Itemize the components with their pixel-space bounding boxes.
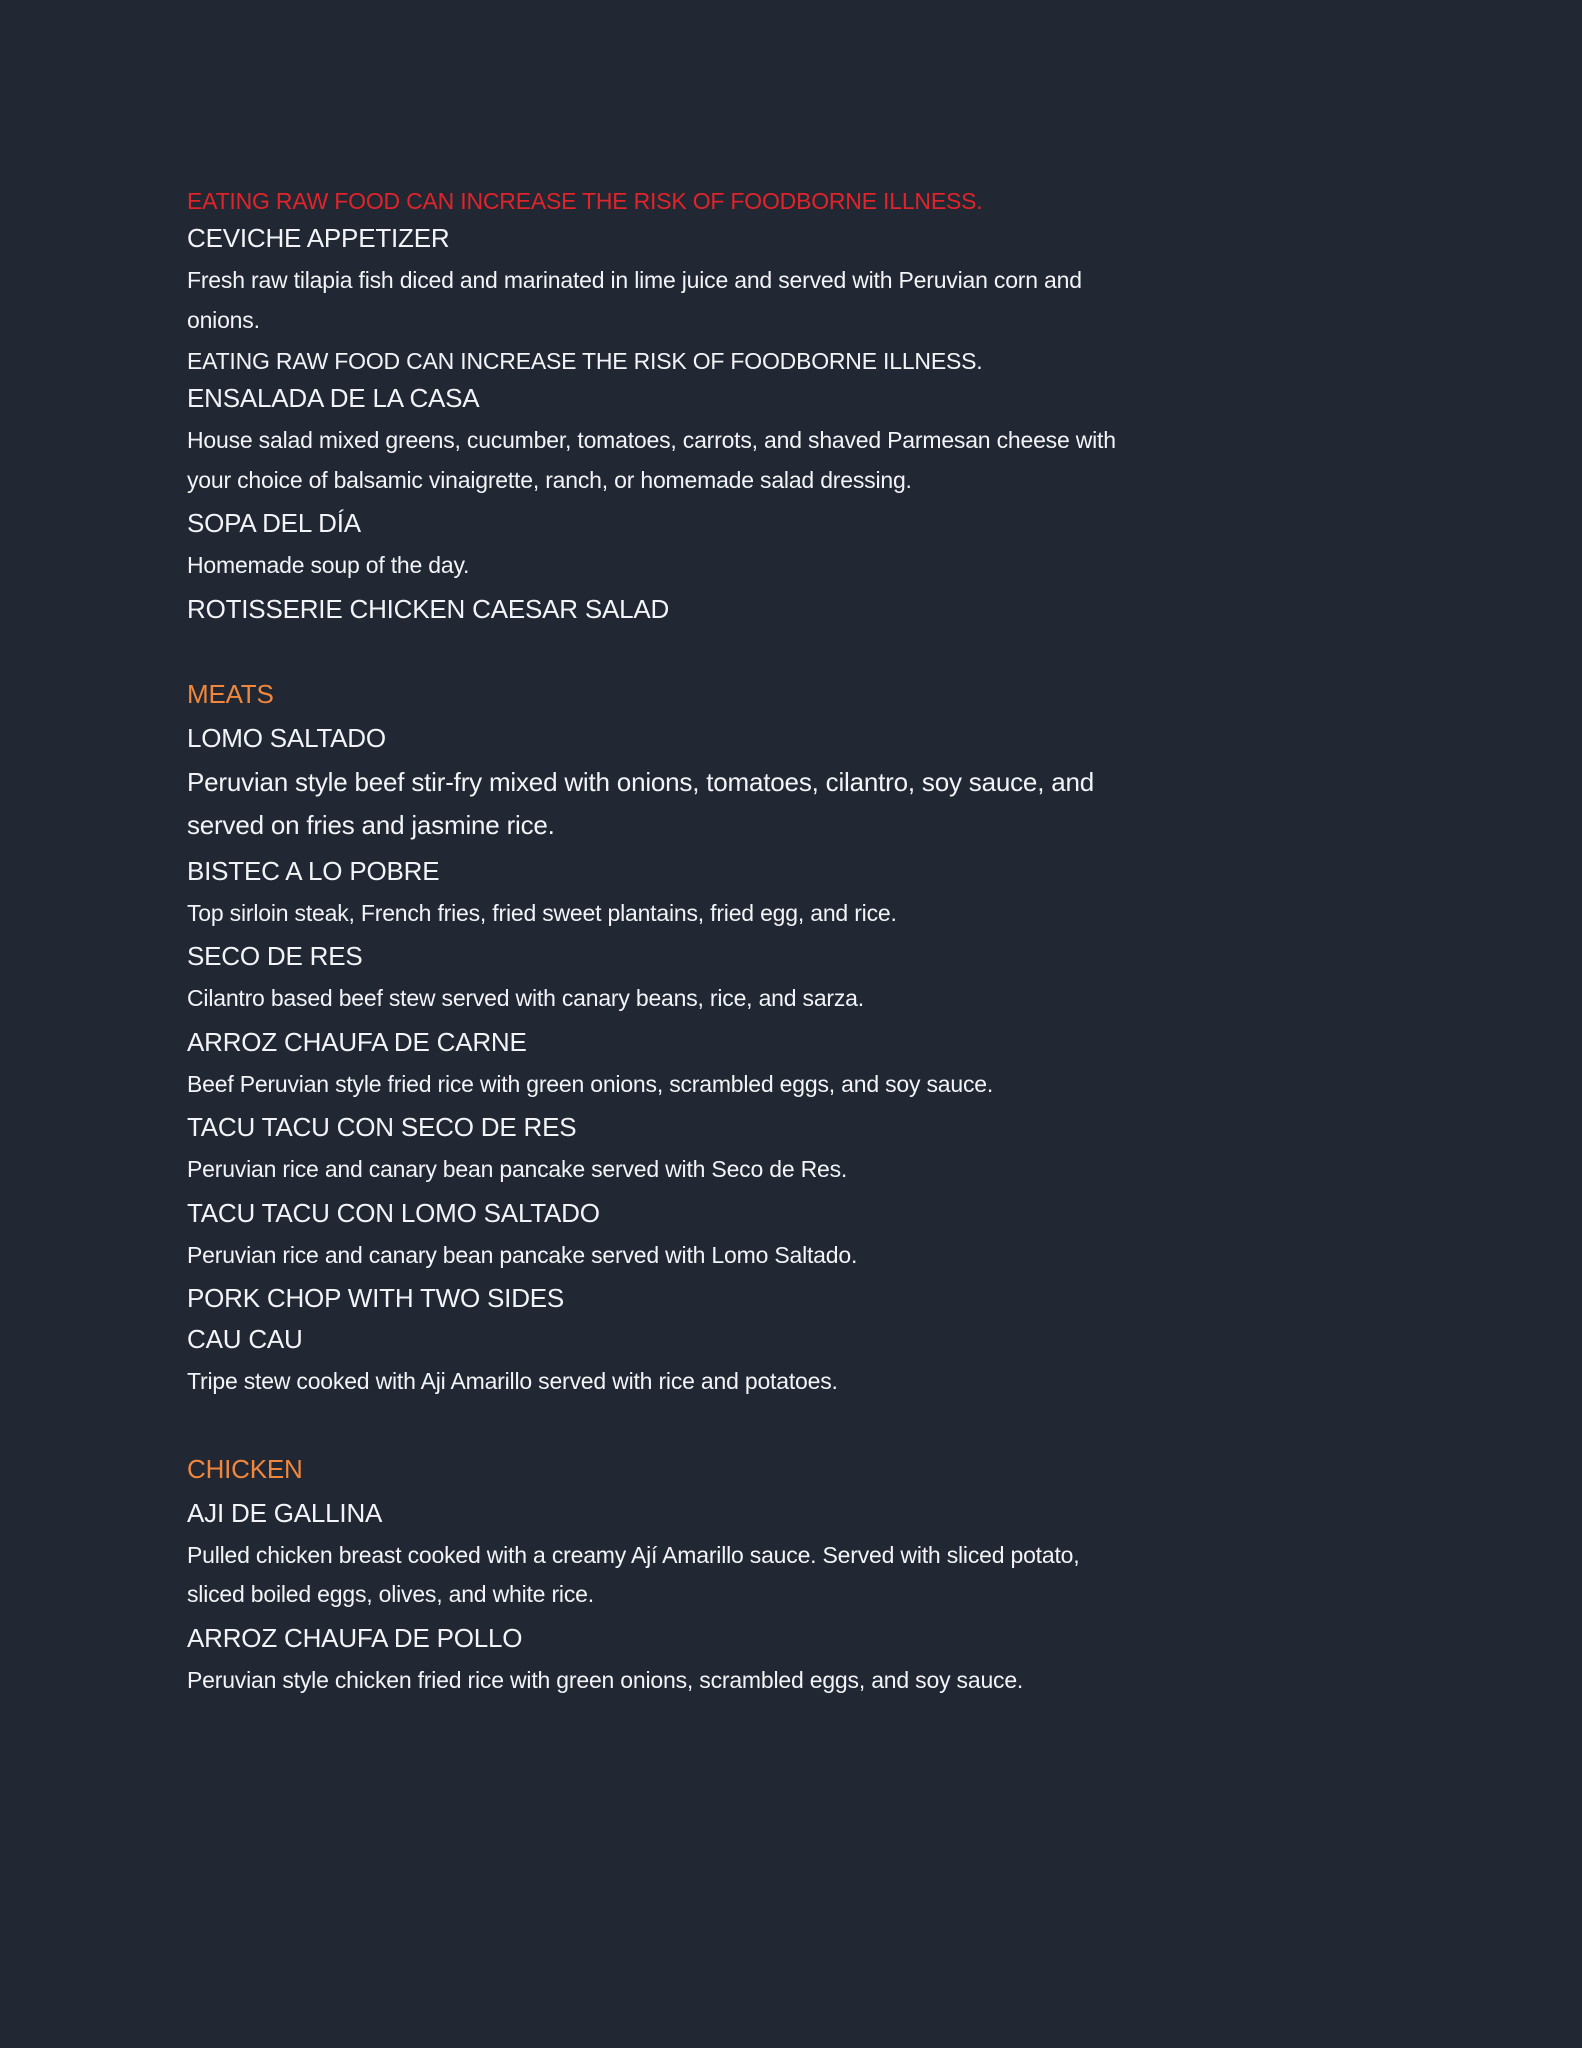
tacu-tacu-con-lomo-saltado-description: Peruvian rice and canary bean pancake served with Lomo Saltado.: [187, 1241, 858, 1268]
arroz-chaufa-de-pollo-name: ARROZ CHAUFA DE POLLO: [187, 1622, 523, 1653]
lomo-saltado-name: LOMO SALTADO: [187, 722, 386, 753]
tacu-tacu-con-seco-de-res-name: TACU TACU CON SECO DE RES: [187, 1112, 577, 1142]
cau-cau-name: CAU CAU: [187, 1324, 303, 1354]
seco-de-res-description: Cilantro based beef stew served with canary beans, rice, and sarza.: [187, 985, 864, 1011]
arroz-chaufa-de-carne-description: Beef Peruvian style fried rice with green onions, scrambled eggs, and soy sauce.: [187, 1070, 994, 1097]
aji-de-gallina-description: Pulled chicken breast cooked with a creamy Ají Amarillo sauce. Served with sliced potato, sliced boiled eggs, olives, and white rice.: [187, 1541, 1080, 1607]
raw-food-warning-ceviche: EATING RAW FOOD CAN INCREASE THE RISK OF FOODBORNE ILLNESS.: [187, 348, 983, 374]
ceviche-appetizer-name: CEVICHE APPETIZER: [187, 223, 450, 253]
ensalada-de-la-casa-name: ENSALADA DE LA CASA: [187, 383, 480, 413]
aji-de-gallina-name: AJI DE GALLINA: [187, 1497, 383, 1528]
tacu-tacu-con-lomo-saltado-name: TACU TACU CON LOMO SALTADO: [187, 1197, 600, 1228]
pork-chop-with-two-sides-name: PORK CHOP WITH TWO SIDES: [187, 1283, 565, 1313]
seco-de-res-name: SECO DE RES: [187, 941, 363, 971]
bistec-a-lo-pobre-name: BISTEC A LO POBRE: [187, 855, 440, 886]
bistec-a-lo-pobre-description: Top sirloin steak, French fries, fried sweet plantains, fried egg, and rice.: [187, 899, 897, 926]
lomo-saltado-description: Peruvian style beef stir-fry mixed with onions, tomatoes, cilantro, soy sauce, and served on fries and jasmine rice.: [187, 766, 1095, 840]
arroz-chaufa-de-carne-name: ARROZ CHAUFA DE CARNE: [187, 1026, 527, 1057]
meats-section-title: MEATS: [187, 678, 274, 709]
ceviche-appetizer-description: Fresh raw tilapia fish diced and marinated in lime juice and served with Peruvian corn and onions.: [187, 267, 1082, 333]
cau-cau-description: Tripe stew cooked with Aji Amarillo served with rice and potatoes.: [187, 1368, 838, 1394]
chicken-section-title: CHICKEN: [187, 1453, 303, 1484]
rotisserie-chicken-caesar-salad-name: ROTISSERIE CHICKEN CAESAR SALAD: [187, 593, 670, 624]
sopa-del-dia-name: SOPA DEL DÍA: [187, 508, 361, 538]
sopa-del-dia-description: Homemade soup of the day.: [187, 552, 470, 578]
arroz-chaufa-de-pollo-description: Peruvian style chicken fried rice with green onions, scrambled eggs, and soy sauce.: [187, 1666, 1024, 1693]
tacu-tacu-con-seco-de-res-description: Peruvian rice and canary bean pancake served with Seco de Res.: [187, 1156, 848, 1182]
raw-food-warning-top: EATING RAW FOOD CAN INCREASE THE RISK OF FOODBORNE ILLNESS.: [187, 188, 983, 214]
ensalada-de-la-casa-description: House salad mixed greens, cucumber, tomatoes, carrots, and shaved Parmesan cheese with your choice of balsamic vinaigrette, ranch, or homemade salad dressing.: [187, 427, 1116, 493]
menu-page: [187, 185, 1127, 1705]
